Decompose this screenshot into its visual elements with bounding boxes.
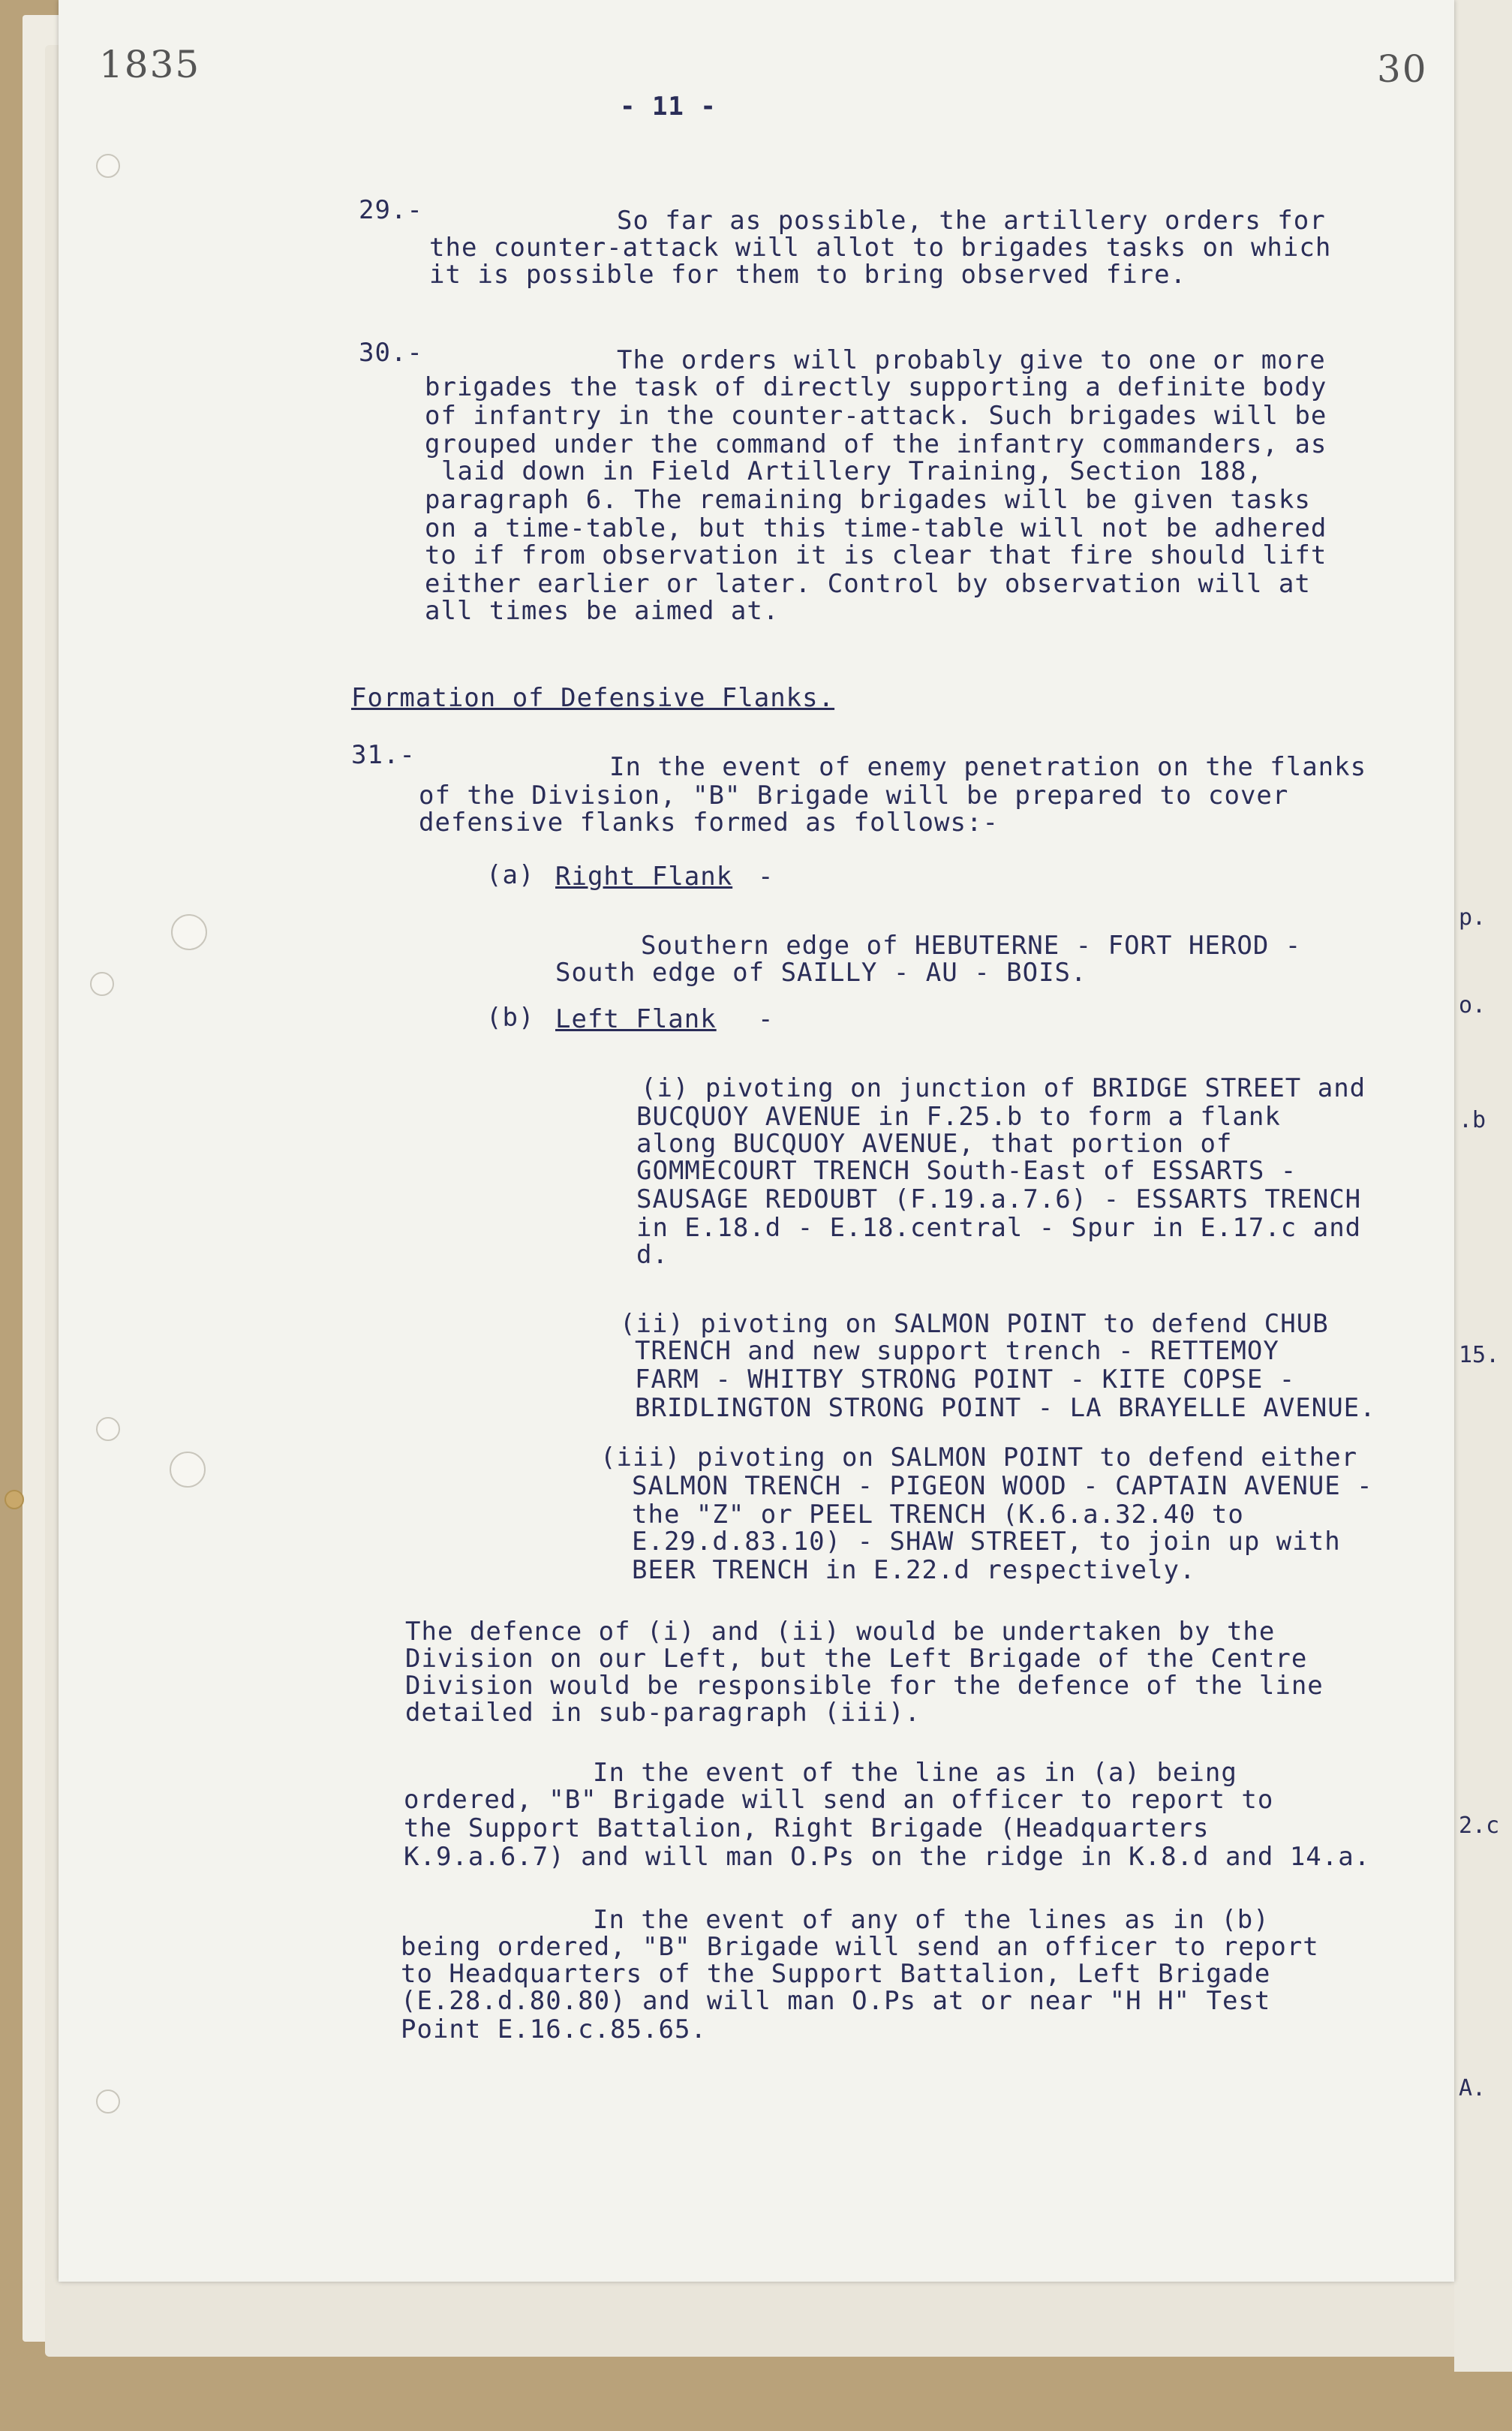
subitem-line: FARM - WHITBY STRONG POINT - KITE COPSE - — [635, 1364, 1296, 1395]
adjacent-page-strip — [1454, 0, 1512, 2372]
punch-hole — [96, 2090, 120, 2114]
paragraph-line: being ordered, "B" Brigade will send an officer to report — [401, 1932, 1319, 1962]
paragraph-number: 30.- — [359, 338, 423, 368]
subitem-line: BUCQUOY AVENUE in F.25.b to form a flank — [636, 1102, 1281, 1132]
paragraph-line: to Headquarters of the Support Battalion, Left Brigade — [401, 1959, 1271, 1989]
paragraph-line: defensive flanks formed as follows:- — [419, 808, 999, 838]
margin-mark: 15. — [1459, 1342, 1500, 1368]
paragraph-line: to if from observation it is clear that fire should lift — [425, 540, 1327, 570]
paragraph-line: In the event of any of the lines as in (b) — [593, 1905, 1270, 1935]
subitem-line: SALMON TRENCH - PIGEON WOOD - CAPTAIN AVENUE - — [632, 1471, 1373, 1501]
margin-mark: 2.c — [1459, 1813, 1500, 1839]
punch-hole — [96, 1417, 120, 1441]
punch-hole — [96, 154, 120, 178]
subitem-line: SAUSAGE REDOUBT (F.19.a.7.6) - ESSARTS TRENCH — [636, 1184, 1362, 1214]
subitem-line: (ii) pivoting on SALMON POINT to defend CHUB — [620, 1309, 1329, 1339]
paragraph-line: laid down in Field Artillery Training, Section 188, — [441, 456, 1263, 486]
section-heading: Formation of Defensive Flanks. — [351, 683, 835, 713]
paragraph-line: The orders will probably give to one or more — [617, 345, 1326, 375]
subitem-line: BEER TRENCH in E.22.d respectively. — [632, 1555, 1196, 1585]
paragraph-line: paragraph 6. The remaining brigades will be given tasks — [425, 485, 1311, 515]
paragraph-number: 29.- — [359, 195, 423, 225]
subitem-line: GOMMECOURT TRENCH South-East of ESSARTS - — [636, 1156, 1297, 1186]
paragraph-line: Division on our Left, but the Left Brigade of the Centre — [405, 1644, 1308, 1674]
subitem-line: (iii) pivoting on SALMON POINT to defend either — [600, 1443, 1358, 1473]
subitem-line: in E.18.d - E.18.central - Spur in E.17.c and — [636, 1213, 1362, 1243]
item-dash: - — [758, 1004, 774, 1034]
paragraph-line: all times be aimed at. — [425, 596, 780, 626]
punch-hole — [170, 1452, 206, 1488]
punch-hole — [171, 914, 207, 950]
paragraph-line: grouped under the command of the infantry commanders, as — [425, 429, 1327, 459]
item-line: South edge of SAILLY - AU - BOIS. — [555, 958, 1087, 988]
paragraph-line: brigades the task of directly supporting a definite body — [425, 372, 1327, 402]
paragraph-line: (E.28.d.80.80) and will man O.Ps at or near "H H" Test — [401, 1986, 1271, 2016]
paragraph-line: Division would be responsible for the defence of the line — [405, 1671, 1324, 1701]
binder-hole — [5, 1490, 24, 1509]
margin-mark: .b — [1459, 1107, 1486, 1133]
subitem-line: the "Z" or PEEL TRENCH (K.6.a.32.40 to — [632, 1500, 1244, 1530]
subitem-line: BRIDLINGTON STRONG POINT - LA BRAYELLE AVENUE. — [635, 1393, 1376, 1423]
paragraph-line: detailed in sub-paragraph (iii). — [405, 1698, 921, 1728]
paragraph-line: ordered, "B" Brigade will send an officer to report to — [404, 1785, 1274, 1815]
item-title: Left Flank — [555, 1004, 717, 1034]
item-label: (b) — [486, 1003, 535, 1033]
paragraph-line: The defence of (i) and (ii) would be undertaken by the — [405, 1617, 1276, 1647]
subitem-line: along BUCQUOY AVENUE, that portion of — [636, 1129, 1233, 1159]
paragraph-line: the counter-attack will allot to brigades tasks on which — [429, 233, 1332, 263]
paragraph-line: the Support Battalion, Right Brigade (Headquarters — [404, 1813, 1210, 1843]
paragraph-line: In the event of the line as in (a) being — [593, 1758, 1237, 1788]
subitem-line: d. — [636, 1240, 669, 1270]
margin-mark: o. — [1459, 992, 1486, 1018]
folio-number: 30 — [1377, 47, 1428, 91]
paragraph-line: either earlier or later. Control by observation will at — [425, 569, 1311, 599]
item-dash: - — [758, 862, 774, 892]
paragraph-line: on a time-table, but this time-table will not be adhered — [425, 513, 1327, 543]
paragraph-line: Point E.16.c.85.65. — [401, 2014, 707, 2044]
page-number: - 11 - — [620, 92, 717, 122]
margin-mark: A. — [1459, 2075, 1486, 2102]
item-title: Right Flank — [555, 862, 733, 892]
paragraph-line: K.9.a.6.7) and will man O.Ps on the ridge in K.8.d and 14.a. — [404, 1842, 1371, 1872]
paragraph-line: it is possible for them to bring observed fire. — [429, 260, 1187, 290]
paragraph-line: In the event of enemy penetration on the flanks — [609, 752, 1367, 782]
margin-mark: p. — [1459, 904, 1486, 931]
item-label: (a) — [486, 860, 535, 890]
paragraph-line: of infantry in the counter-attack. Such brigades will be — [425, 401, 1327, 431]
punch-hole — [90, 972, 114, 996]
subitem-line: (i) pivoting on junction of BRIDGE STREET and — [641, 1073, 1366, 1103]
stamp-number: 1835 — [99, 43, 201, 86]
item-line: Southern edge of HEBUTERNE - FORT HEROD - — [641, 931, 1302, 961]
subitem-line: TRENCH and new support trench - RETTEMOY — [635, 1336, 1279, 1366]
paragraph-number: 31.- — [351, 740, 416, 770]
paragraph-line: of the Division, "B" Brigade will be prepared to cover — [419, 781, 1289, 811]
subitem-line: E.29.d.83.10) - SHAW STREET, to join up with — [632, 1527, 1341, 1557]
paragraph-line: So far as possible, the artillery orders for — [617, 206, 1326, 236]
